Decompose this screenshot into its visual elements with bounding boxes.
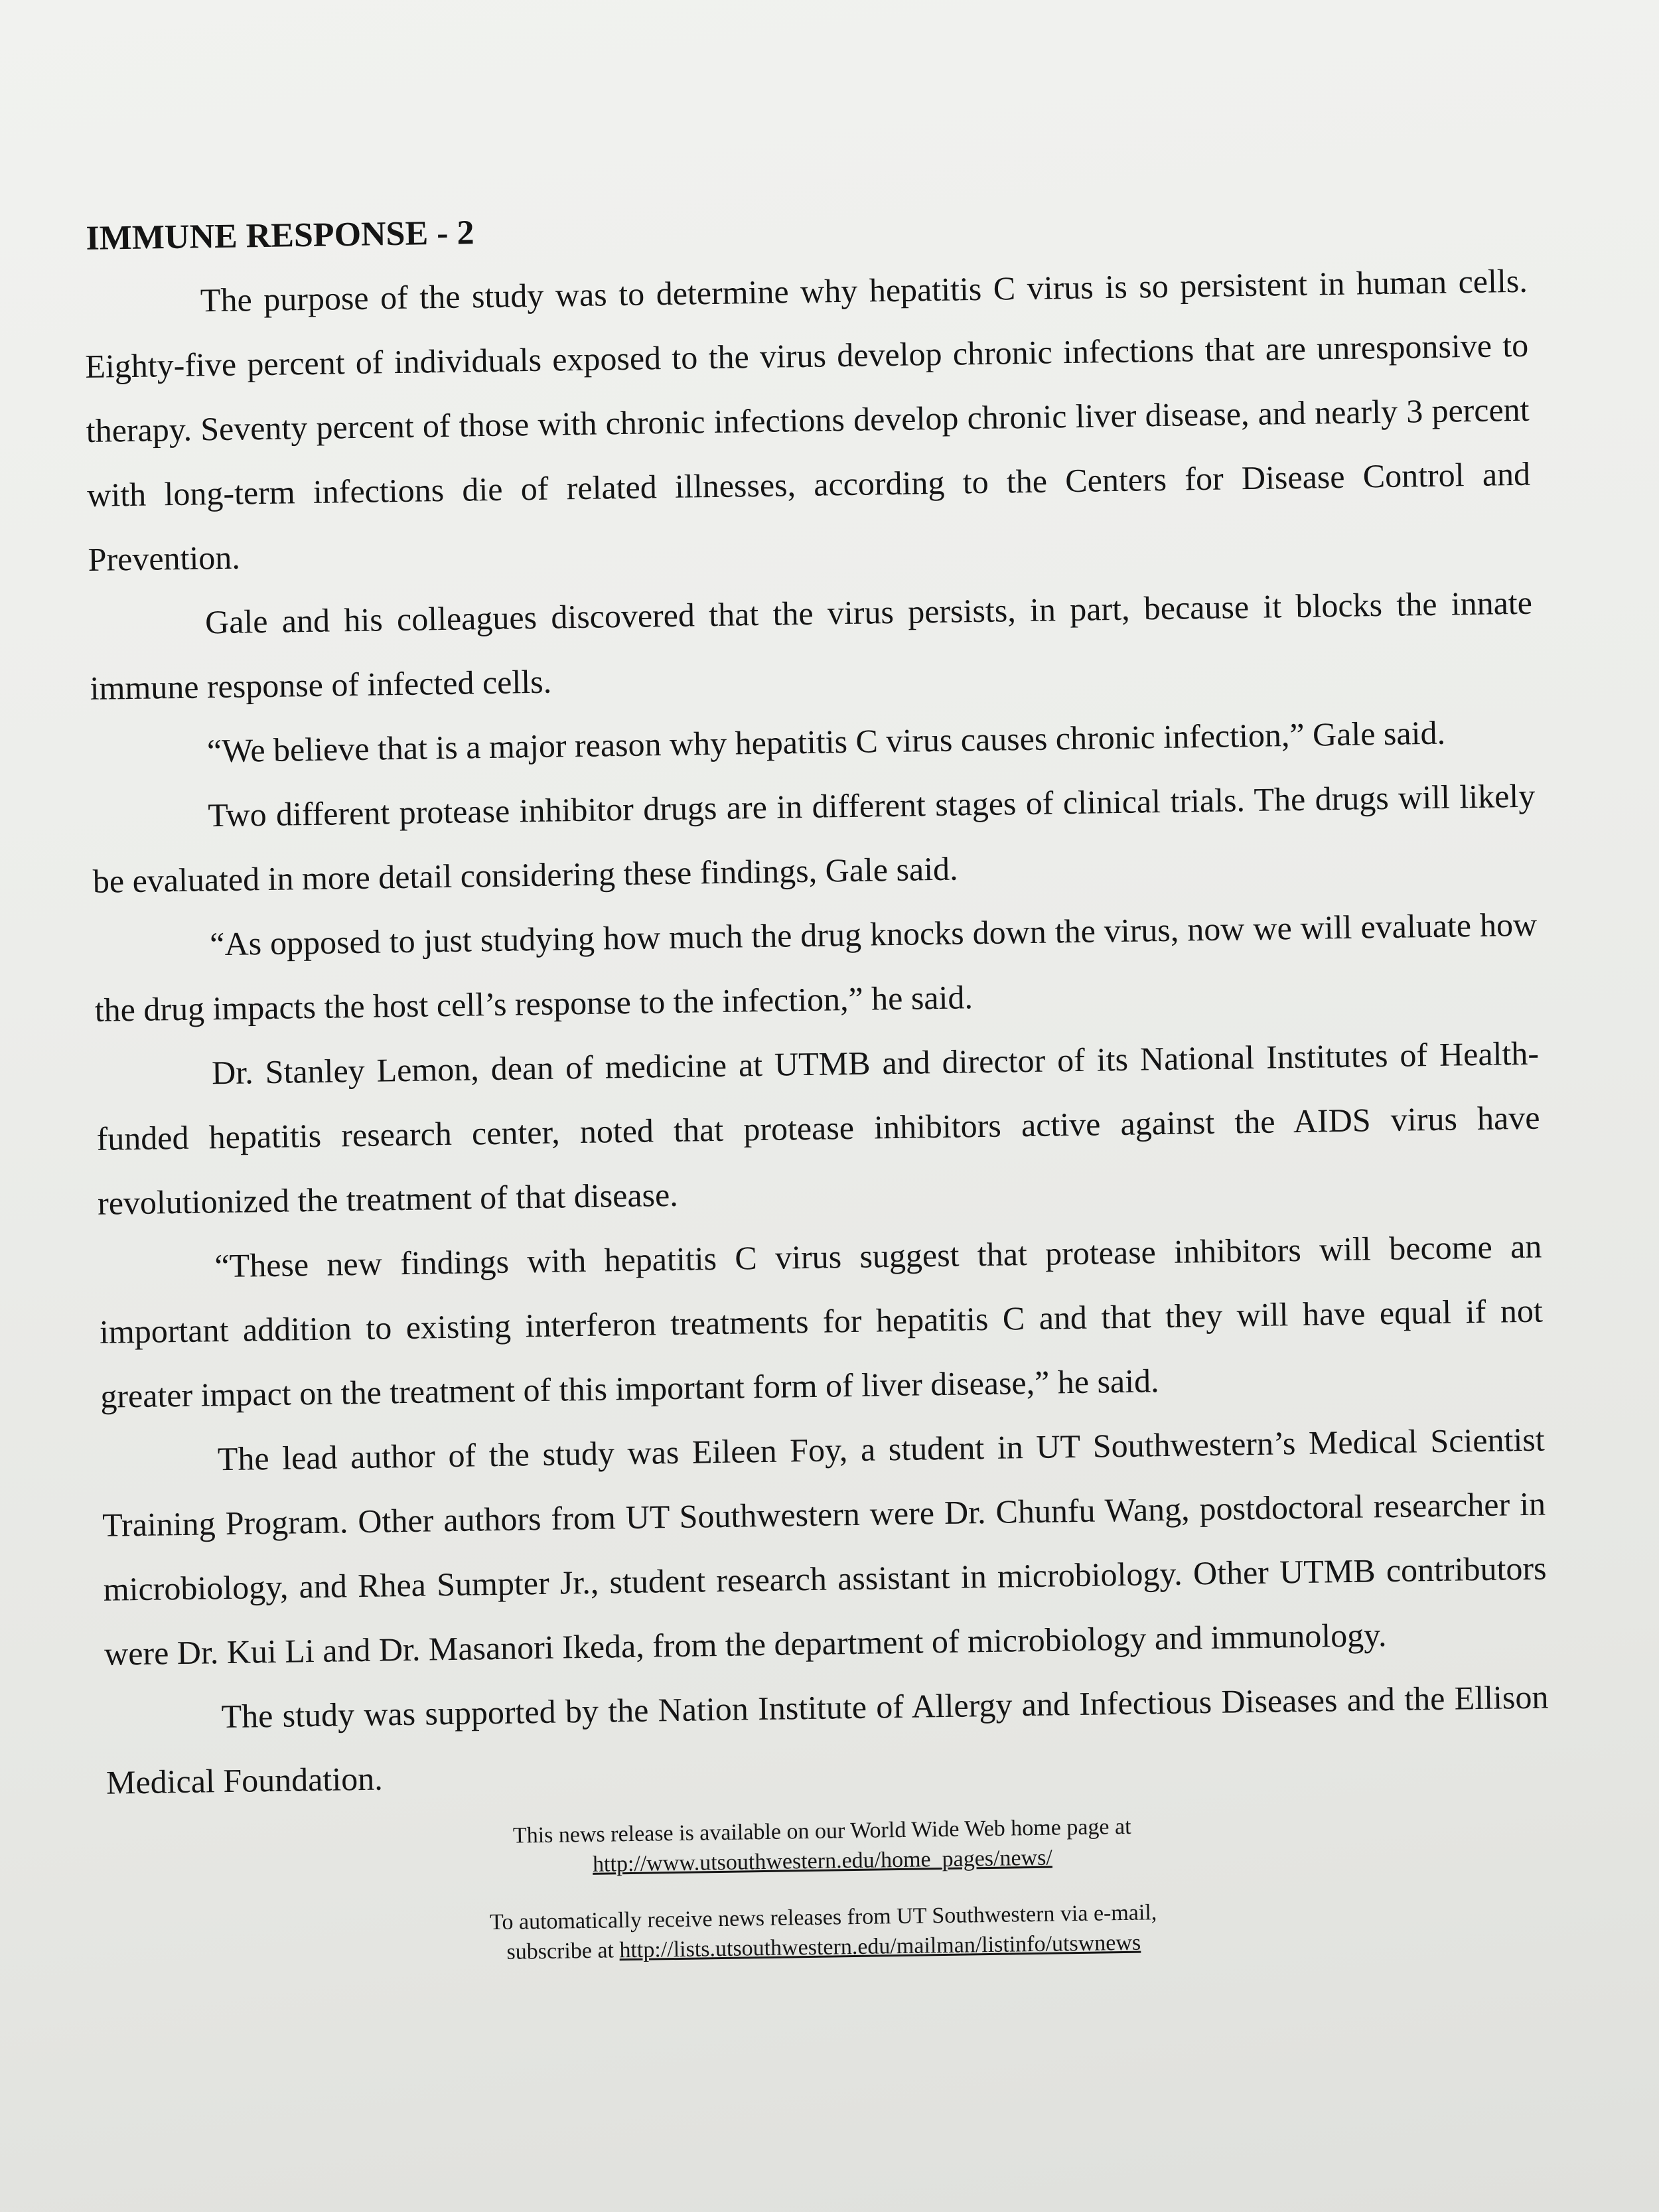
- email-subscription-text: To automatically receive news releases from UT Southwestern via e-mail,: [489, 1900, 1157, 1935]
- web-availability-text: This news release is available on our World Wide Web home page at: [512, 1814, 1131, 1848]
- paragraph-virus-persistence: Gale and his colleagues discovered that the virus persists, in part, because it blocks the innate immune response of infected cells.: [90, 583, 1533, 707]
- mailing-list-link[interactable]: http://lists.utsouthwestern.edu/mailman/listinfo/utswnews: [619, 1930, 1141, 1963]
- paragraph-protease-inhibitors: Two different protease inhibitor drugs are in different stages of clinical trials. The drugs will likely be evaluated in more detail considering these findings, Gale said.: [92, 776, 1536, 900]
- page-heading: IMMUNE RESPONSE - 2: [86, 214, 474, 258]
- paragraph-lemon-quote: “These new findings with hepatitis C virus suggest that protease inhibitors will become an important addition to existing interferon treatments for hepatitis C and that they will have equal if not greater impact on the treatment of this important form of liver disease,” he said.: [99, 1227, 1544, 1415]
- paragraph-gale-quote: “We believe that is a major reason why hepatitis C virus causes chronic infection,” Gale said.: [206, 713, 1446, 770]
- web-availability-note: [107, 1806, 1538, 1887]
- news-homepage-link[interactable]: http://www.utsouthwestern.edu/home_pages/news/: [592, 1845, 1053, 1877]
- subscribe-prefix: subscribe at: [506, 1938, 614, 1964]
- email-subscription-note: [108, 1892, 1539, 1973]
- paragraph-study-purpose: The purpose of the study was to determine why hepatitis C virus is so persistent in human cells. Eighty-five percent of individuals exposed to the virus develop chronic infections that are unresponsive to therapy. Seventy percent of those with chronic infections develop chronic liver disease, and nearly 3 percent with long-term infections die of related illnesses, according to the Centers for Disease Control and Prevention.: [84, 261, 1531, 578]
- paragraph-authors: The lead author of the study was Eileen Foy, a student in UT Southwestern’s Medical Scientist Training Program. Other authors from UT Southwestern were Dr. Chunfu Wang, postdoctoral researcher in microbiology, and Rhea Sumpter Jr., student research assistant in microbiology. Other UTMB contributors were Dr. Kui Li and Dr. Masanori Ikeda, from the department of microbiology and immunology.: [102, 1420, 1547, 1672]
- paragraph-funding: The study was supported by the Nation Institute of Allergy and Infectious Diseases and the Ellison Medical Foundation.: [106, 1678, 1549, 1801]
- paragraph-drug-evaluation-quote: “As opposed to just studying how much the drug knocks down the virus, now we will evaluate how the drug impacts the host cell’s response to the infection,” he said.: [94, 905, 1538, 1029]
- news-release-footer: [107, 1805, 1552, 1972]
- document-body: [83, 194, 1552, 1973]
- paragraph-lemon-statement: Dr. Stanley Lemon, dean of medicine at UTMB and director of its National Institutes of Health-funded hepatitis research center, noted that protease inhibitors active against the AIDS virus have revolutionized the treatment of that disease.: [96, 1034, 1540, 1222]
